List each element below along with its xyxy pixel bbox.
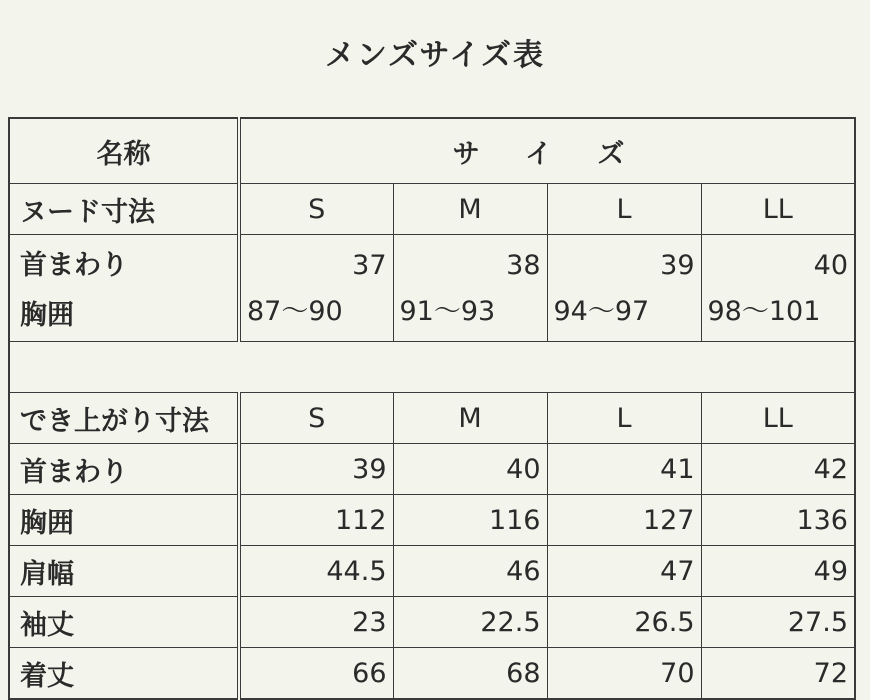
nude-section-label: ヌード寸法 (9, 184, 239, 235)
name-header: 名称 (9, 118, 239, 184)
table-row (9, 648, 855, 700)
table-row (9, 444, 855, 495)
value-cell: 23 (239, 597, 393, 648)
nude-measurements-row (9, 235, 855, 342)
table-row (9, 546, 855, 597)
spacer-row (9, 342, 855, 393)
size-ll-header: LL (701, 184, 855, 235)
nude-chest-m: 91〜93 (399, 296, 496, 327)
value-cell: 116 (393, 495, 547, 546)
value-cell: 68 (393, 648, 547, 700)
row-label: 肩幅 (9, 546, 239, 597)
table-row (9, 597, 855, 648)
value-cell: 39 (239, 444, 393, 495)
finished-section-label: でき上がり寸法 (9, 393, 239, 444)
nude-neck-l: 39 (660, 250, 695, 281)
value-cell: 47 (547, 546, 701, 597)
value-cell: 42 (701, 444, 855, 495)
nude-chest-ll: 98〜101 (707, 296, 821, 327)
nude-chest-label: 胸囲 (20, 300, 74, 331)
nude-chest-l: 94〜97 (553, 296, 650, 327)
nude-neck-ll: 40 (813, 250, 848, 281)
value-cell: 41 (547, 444, 701, 495)
size-l-header: L (547, 184, 701, 235)
value-cell: 112 (239, 495, 393, 546)
nude-labels-cell (9, 235, 239, 342)
value-cell: 136 (701, 495, 855, 546)
value-cell: 70 (547, 648, 701, 700)
nude-chest-s: 87〜90 (247, 296, 343, 327)
page-title: メンズサイズ表 (324, 38, 546, 73)
spacer-cell (9, 342, 855, 393)
value-cell: 46 (393, 546, 547, 597)
value-cell: 127 (547, 495, 701, 546)
finished-size-s-header: S (239, 393, 393, 444)
finished-size-m-header: M (393, 393, 547, 444)
nude-neck-s: 37 (352, 250, 387, 281)
value-cell: 66 (239, 648, 393, 700)
size-table (8, 117, 856, 700)
nude-cell-l (547, 235, 701, 342)
row-label: 袖丈 (9, 597, 239, 648)
value-cell: 40 (393, 444, 547, 495)
size-header-label: サ イ ズ (452, 138, 643, 170)
nude-size-header-row (9, 184, 855, 235)
table-row (9, 495, 855, 546)
finished-size-l-header: L (547, 393, 701, 444)
size-m-header: M (393, 184, 547, 235)
row-label: 胸囲 (9, 495, 239, 546)
value-cell: 27.5 (701, 597, 855, 648)
row-label: 首まわり (9, 444, 239, 495)
value-cell: 26.5 (547, 597, 701, 648)
value-cell: 49 (701, 546, 855, 597)
value-cell: 44.5 (239, 546, 393, 597)
finished-size-ll-header: LL (701, 393, 855, 444)
nude-neck-label: 首まわり (20, 250, 128, 281)
finished-size-header-row (9, 393, 855, 444)
size-header (239, 118, 855, 184)
nude-cell-s (239, 235, 393, 342)
table-header-row (9, 118, 855, 184)
nude-neck-m: 38 (506, 250, 541, 281)
nude-cell-ll (701, 235, 855, 342)
size-s-header: S (239, 184, 393, 235)
value-cell: 22.5 (393, 597, 547, 648)
nude-cell-m (393, 235, 547, 342)
value-cell: 72 (701, 648, 855, 700)
row-label: 着丈 (9, 648, 239, 700)
